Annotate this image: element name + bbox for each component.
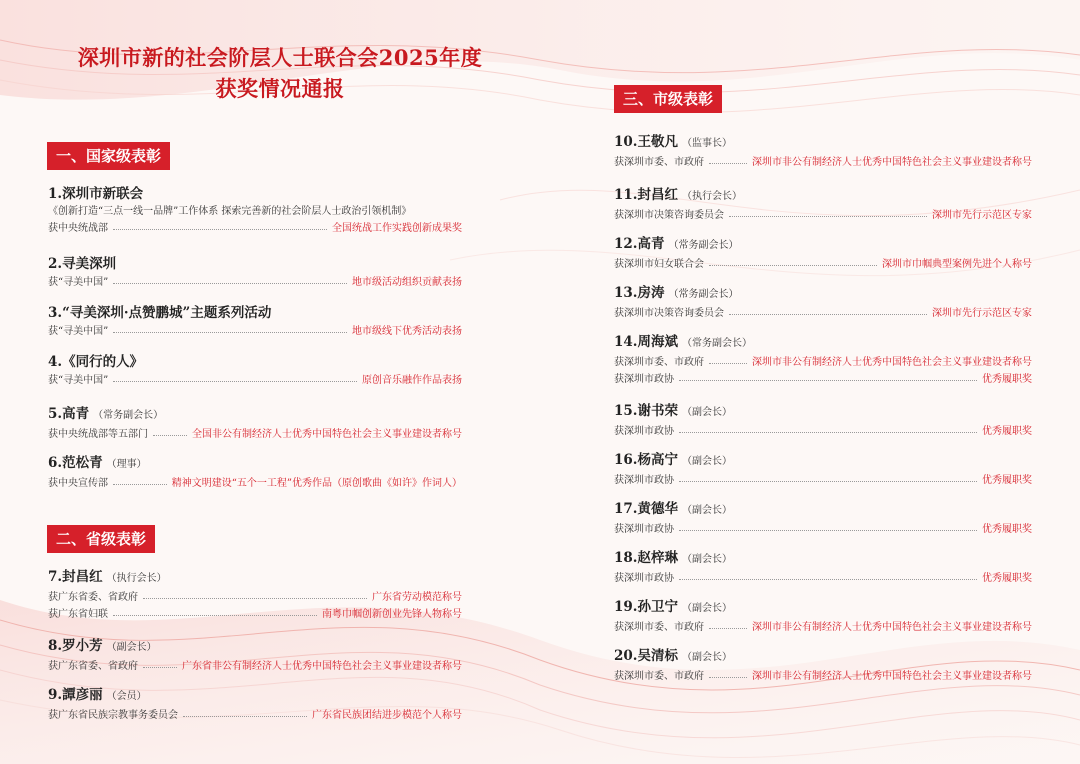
award-name: 优秀履职奖 [982,573,1032,584]
award-source: 获深圳市委、市政府 [614,357,704,368]
entry-head: 11.封昌红 （执行会长） [614,187,742,203]
award-source: 获广东省民族宗教事务委员会 [48,710,178,721]
award-name: 优秀履职奖 [982,426,1032,437]
award-line [614,207,1032,224]
leader-dots [729,216,927,217]
entry-head: 14.周海斌 （常务副会长） [614,334,752,350]
award-source: 获“寻美中国” [48,326,109,337]
award-source: 获广东省妇联 [48,609,108,620]
title-line-1: 深圳市新的社会阶层人士联合会2025年度 [77,45,483,70]
entry-role: （执行会长） [106,573,167,584]
award-entry [48,636,462,675]
award-source: 获广东省委、省政府 [48,661,138,672]
section-heading-city: 三、市级表彰 [614,85,722,113]
award-entry [614,401,1032,440]
leader-dots [709,265,877,266]
entry-role: （理事） [106,459,147,470]
award-line [48,589,462,606]
award-line [614,472,1032,489]
entry-head: 7.封昌红 （执行会长） [48,569,167,585]
award-name: 广东省非公有制经济人士优秀中国特色社会主义事业建设者称号 [182,661,462,672]
award-source: 获深圳市政协 [614,524,674,535]
award-line [614,256,1032,273]
entry-role: （常务副会长） [93,410,164,421]
award-line [614,570,1032,587]
entry-head: 4.《同行的人》 [48,354,144,370]
award-entry [614,132,1032,171]
award-entry [614,234,1032,273]
entry-role: （副会长） [682,456,732,467]
award-name: 深圳市非公有制经济人士优秀中国特色社会主义事业建设者称号 [752,622,1032,633]
award-source: 获中央宣传部 [48,478,108,489]
entry-head: 12.高青 （常务副会长） [614,236,739,252]
leader-dots [113,615,317,616]
leader-dots [679,432,977,433]
leader-dots [679,481,977,482]
leader-dots [679,530,977,531]
entry-role: （副会长） [106,642,157,653]
entry-role: （常务副会长） [668,240,739,251]
leader-dots [709,363,747,364]
award-entry [614,450,1032,489]
leader-dots [143,598,367,599]
award-source: 获深圳市政协 [614,426,674,437]
award-name: 地市级活动组织贡献表扬 [352,277,462,288]
award-source: 获深圳市决策咨询委员会 [614,210,724,221]
entry-role: （会员） [106,691,147,702]
entry-head: 20.吴清标 （副会长） [614,648,732,664]
award-line [614,154,1032,171]
section-heading-national: 一、国家级表彰 [47,142,170,170]
award-name: 深圳市先行示范区专家 [932,210,1032,221]
entry-head: 17.黄德华 （副会长） [614,501,732,517]
entry-head: 19.孙卫宁 （副会长） [614,599,732,615]
award-line [48,658,462,675]
award-name: 地市级线下优秀活动表扬 [352,326,462,337]
award-source: 获深圳市政协 [614,374,674,385]
award-entry [614,646,1032,685]
award-entry [614,332,1032,388]
award-source: 获中央统战部 [48,223,108,234]
award-entry [48,685,462,724]
leader-dots [679,579,977,580]
entry-head: 13.房涛 （常务副会长） [614,285,739,301]
leader-dots [709,163,747,164]
award-source: 获“寻美中国” [48,375,109,386]
award-line [614,521,1032,538]
award-line [614,668,1032,685]
award-name: 全国统战工作实践创新成果奖 [332,223,462,234]
entry-role: （监事长） [682,138,732,149]
entry-head: 6.范松青 （理事） [48,455,147,471]
leader-dots [709,628,747,629]
award-line [48,707,462,724]
award-entry [614,597,1032,636]
award-name: 广东省民族团结进步模范个人称号 [312,710,462,721]
award-name: 精神文明建设“五个一工程”优秀作品（原创歌曲《如许》作词人） [171,478,462,489]
award-source: 获深圳市委、市政府 [614,671,704,682]
award-source: 获深圳市决策咨询委员会 [614,308,724,319]
leader-dots [679,380,977,381]
entry-role: （常务副会长） [668,289,739,300]
entry-role: （副会长） [682,603,732,614]
entry-role: （副会长） [682,652,732,663]
award-name: 优秀履职奖 [982,475,1032,486]
award-name: 原创音乐融作作品表扬 [362,375,462,386]
section-heading-provincial: 二、省级表彰 [47,525,155,553]
award-entry [614,499,1032,538]
entry-role: （执行会长） [682,191,742,202]
award-name: 广东省劳动模范称号 [372,592,462,603]
entry-head: 1.深圳市新联会 [48,186,144,202]
entry-head: 10.王敬凡 （监事长） [614,134,732,150]
award-line [614,371,1032,388]
entry-role: （副会长） [682,554,732,565]
award-name: 南粤巾帼创新创业先锋人物称号 [322,609,462,620]
award-source: 获深圳市政协 [614,573,674,584]
award-source: 获深圳市政协 [614,475,674,486]
leader-dots [183,716,307,717]
award-line [614,619,1032,636]
entry-role: （副会长） [682,505,732,516]
award-source: 获中央统战部等五部门 [48,429,148,440]
award-line [614,423,1032,440]
provincial-awards-list [48,0,462,764]
award-name: 优秀履职奖 [982,524,1032,535]
award-source: 获“寻美中国” [48,277,109,288]
entry-role: （副会长） [682,407,732,418]
entry-head: 15.谢书荣 （副会长） [614,403,732,419]
city-awards-list [614,0,1032,764]
award-source: 获深圳市委、市政府 [614,157,704,168]
award-name: 优秀履职奖 [982,374,1032,385]
leader-dots [729,314,927,315]
entry-subtitle: 《创新打造“三点一线一品牌”工作体系 探索完善新的社会阶层人士政治引领机制》 [48,206,412,217]
award-name: 深圳市非公有制经济人士优秀中国特色社会主义事业建设者称号 [752,671,1032,682]
entry-head: 3.“寻美深圳·点赞鹏城”主题系列活动 [48,305,272,321]
award-entry [614,283,1032,322]
entry-head: 9.譚彦丽 （会员） [48,687,147,703]
award-entry [614,548,1032,587]
award-name: 深圳市非公有制经济人士优秀中国特色社会主义事业建设者称号 [752,157,1032,168]
entry-head: 5.高青 （常务副会长） [48,406,164,422]
award-name: 深圳市非公有制经济人士优秀中国特色社会主义事业建设者称号 [752,357,1032,368]
award-name: 深圳市先行示范区专家 [932,308,1032,319]
leader-dots [709,677,747,678]
award-line [48,606,462,623]
entry-head: 8.罗小芳 （副会长） [48,638,157,654]
award-source: 获深圳市委、市政府 [614,622,704,633]
award-source: 获深圳市妇女联合会 [614,259,704,270]
award-line [614,305,1032,322]
entry-head: 18.赵梓琳 （副会长） [614,550,732,566]
award-entry [614,185,1032,224]
award-line [614,354,1032,371]
award-name: 深圳市巾帼典型案例先进个人称号 [882,259,1032,270]
leader-dots [143,667,177,668]
award-name: 全国非公有制经济人士优秀中国特色社会主义事业建设者称号 [192,429,462,440]
entry-head: 2.寻美深圳 [48,256,117,272]
entry-head: 16.杨高宁 （副会长） [614,452,732,468]
entry-role: （常务副会长） [682,338,752,349]
award-source: 获广东省委、省政府 [48,592,138,603]
title-line-2: 获奖情况通报 [215,76,345,101]
award-entry [48,567,462,623]
